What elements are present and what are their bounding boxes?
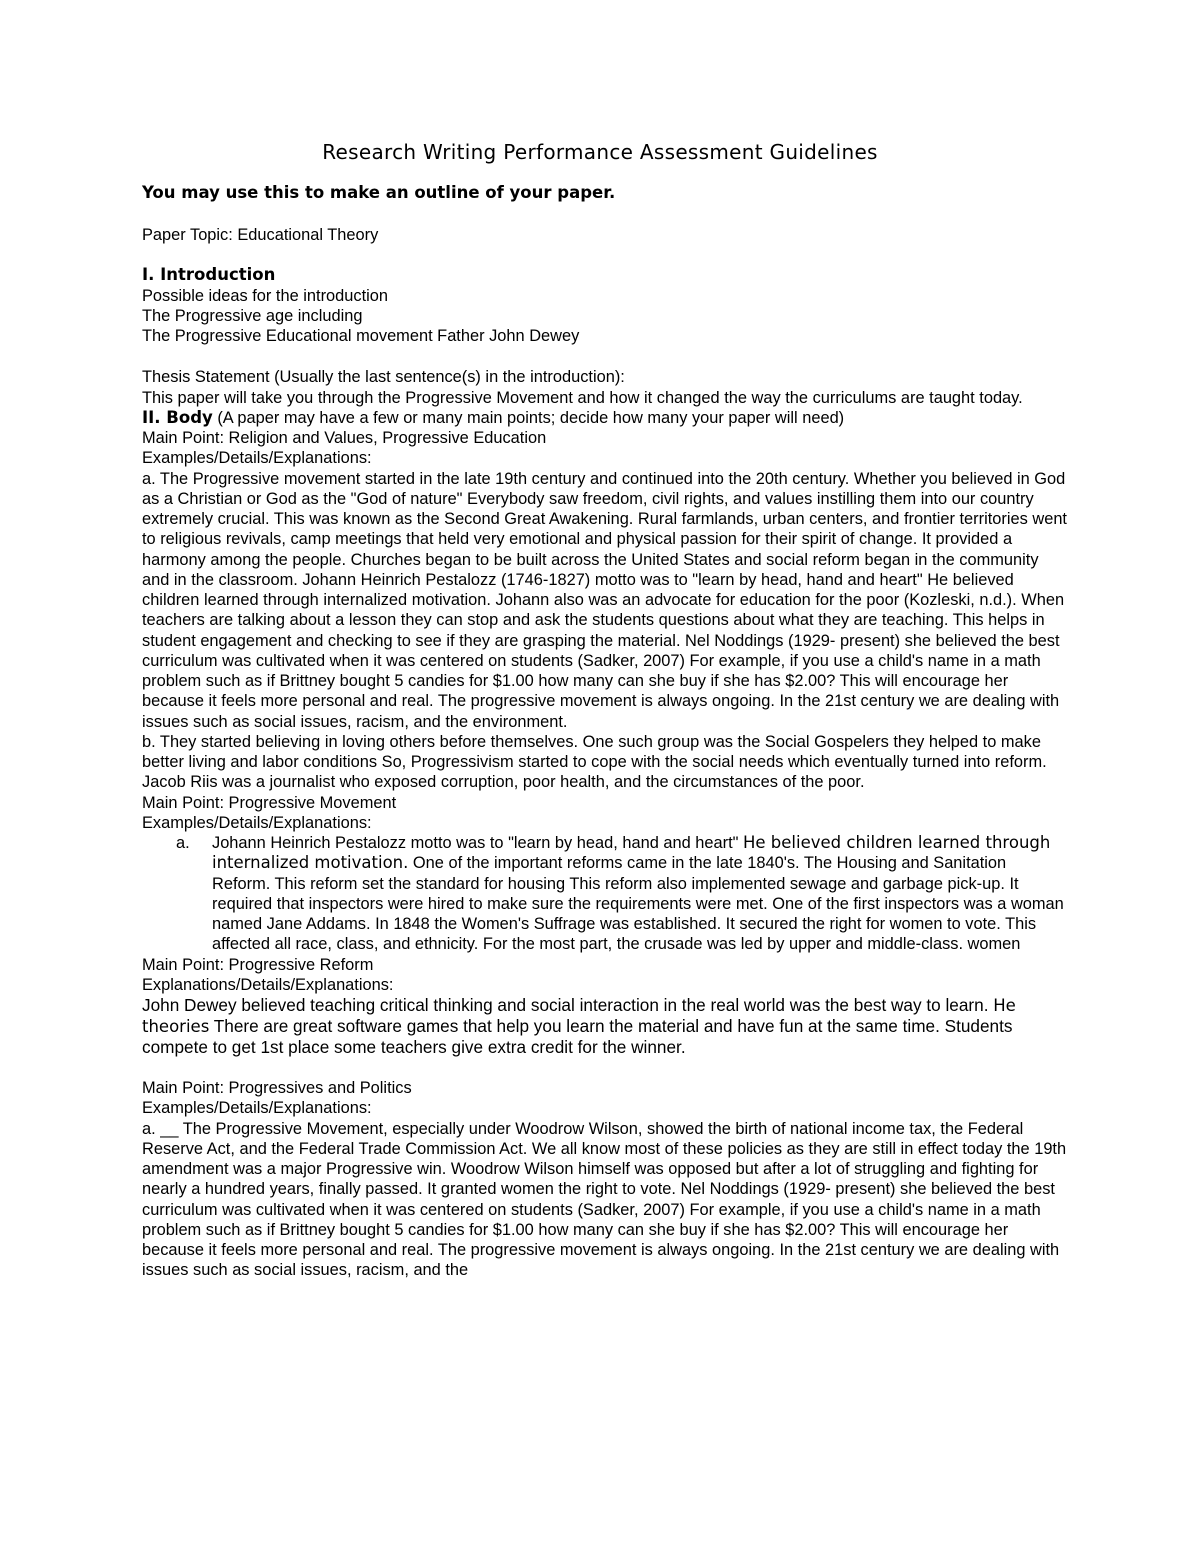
- list-item-2a: [142, 833, 1067, 955]
- document-body: [142, 225, 1067, 1281]
- main-point: Main Point: Progressive Movement: [142, 793, 397, 812]
- paragraph-3-start: John Dewey believed teaching critical thinking and social interaction in the real world was the best way to learn.: [142, 995, 994, 1015]
- document-title: Research Writing Performance Assessment Guidelines: [322, 140, 878, 164]
- examples-label: Examples/Details/Explanations:: [142, 449, 372, 468]
- body-heading-line: [142, 408, 1067, 428]
- body-heading: II. Body: [142, 407, 213, 427]
- paragraph-3: [142, 995, 1067, 1058]
- intro-line: The Progressive Educational movement Father John Dewey: [142, 327, 580, 345]
- document-subtitle: You may use this to make an outline of your paper.: [142, 183, 616, 202]
- thesis-statement: This paper will take you through the Progressive Movement and how it changed the way the curriculums are taught today.: [142, 388, 1023, 407]
- intro-line: Possible ideas for the introduction: [142, 286, 389, 305]
- paragraph-3-rest: There are great software games that help you learn the material and have fun at the same time. Students compete to get 1st place some teachers give extra credit for the winner.: [142, 1016, 1013, 1057]
- paper-topic: Paper Topic: Educational Theory: [142, 226, 379, 244]
- paragraph-1a: a. The Progressive movement started in the late 19th century and continued into the 20th century. Whether you believed in God as a Christian or God as the "God of nature" Everybody saw freedom, civil rights, and values instilling them into our country extremely crucial. This was known as the Second Great Awakening. Rural farmlands, urban centers, and frontier territories went to religious revivals, camp meetings that held very emotional and physical passion for their spirit of change. It provided a harmony among the people. Churches began to be built across the United States and social reform began in the community and in the classroom. Johann Heinrich Pestalozz (1746-1827) motto was to "learn by head, hand and heart" He believed children learned through internalized motivation. Johann also was an advocate for education for the poor (Kozleski, n.d.). When teachers are talking about a lesson they can stop and ask the students questions about what they are teaching. This helps in student engagement and checking to see if they are grasping the material. Nel Noddings (1929- present) she believed the best curriculum was cultivated when it was centered on students (Sadker, 2007) For example, if you use a child's name in a math problem such as if Brittney bought 5 candies for $1.00 how many can she buy if she has $2.00? This will encourage her because it feels more personal and real. The progressive movement is always ongoing. In the 21st century we are dealing with issues such as social issues, racism, and the environment.: [142, 469, 1067, 731]
- main-point: Main Point: Progressives and Politics: [142, 1079, 412, 1097]
- examples-label: Explanations/Details/Explanations:: [142, 975, 394, 994]
- paragraph-1b: b. They started believing in loving others before themselves. One such group was the Social Gospelers they helped to make better living and labor conditions So, Progressivism started to cope with the social needs which eventually turned into reform. Jacob Riis was a journalist who exposed corruption, poor health, and the circumstances of the poor.: [142, 732, 1047, 792]
- main-point: Main Point: Progressive Reform: [142, 955, 374, 974]
- thesis-label: Thesis Statement (Usually the last sentence(s) in the introduction):: [142, 368, 625, 387]
- examples-label: Examples/Details/Explanations:: [142, 1099, 372, 1118]
- list-marker: a.: [176, 834, 190, 852]
- intro-line: The Progressive age including: [142, 306, 363, 325]
- body-heading-note: (A paper may have a few or many main points; decide how many your paper will need): [212, 408, 845, 427]
- examples-label: Examples/Details/Explanations:: [142, 813, 372, 832]
- paragraph-2a-rest: One of the important reforms came in the late 1840's. The Housing and Sanitation Reform. This reform set the standard for housing This reform also implemented sewage and garbage pick-up. It required that inspectors were hired to make sure the requirements were met. One of the first inspectors was a woman named Jane Addams. In 1848 the Women's Suffrage was established. It secured the right for women to vote. This affected all race, class, and ethnicity. For the most part, the crusade was led by upper and middle-class. women: [212, 854, 1064, 954]
- paragraph-4a: a. __ The Progressive Movement, especially under Woodrow Wilson, showed the birth of national income tax, the Federal Reserve Act, and the Federal Trade Commission Act. We all know most of these policies as they are still in effect today the 19th amendment was a major Progressive win. Woodrow Wilson himself was opposed but after a lot of struggling and fighting for nearly a hundred years, finally passed. It granted women the right to vote. Nel Noddings (1929- present) she believed the best curriculum was cultivated when it was centered on students (Sadker, 2007) For example, if you use a child's name in a math problem such as if Brittney bought 5 candies for $1.00 how many can she buy if she has $2.00? This will encourage her because it feels more personal and real. The progressive movement is always ongoing. In the 21st century we are dealing with issues such as social issues, racism, and the: [142, 1119, 1067, 1280]
- main-point: Main Point: Religion and Values, Progressive Education: [142, 429, 547, 447]
- intro-heading: I. Introduction: [142, 265, 276, 285]
- paragraph-3-emphasis: He theories: [142, 996, 1016, 1036]
- paragraph-2a-emphasis: He believed children learned through internalized motivation.: [212, 833, 1051, 873]
- paragraph-2a-start: Johann Heinrich Pestalozz motto was to "learn by head, hand and heart": [212, 834, 743, 852]
